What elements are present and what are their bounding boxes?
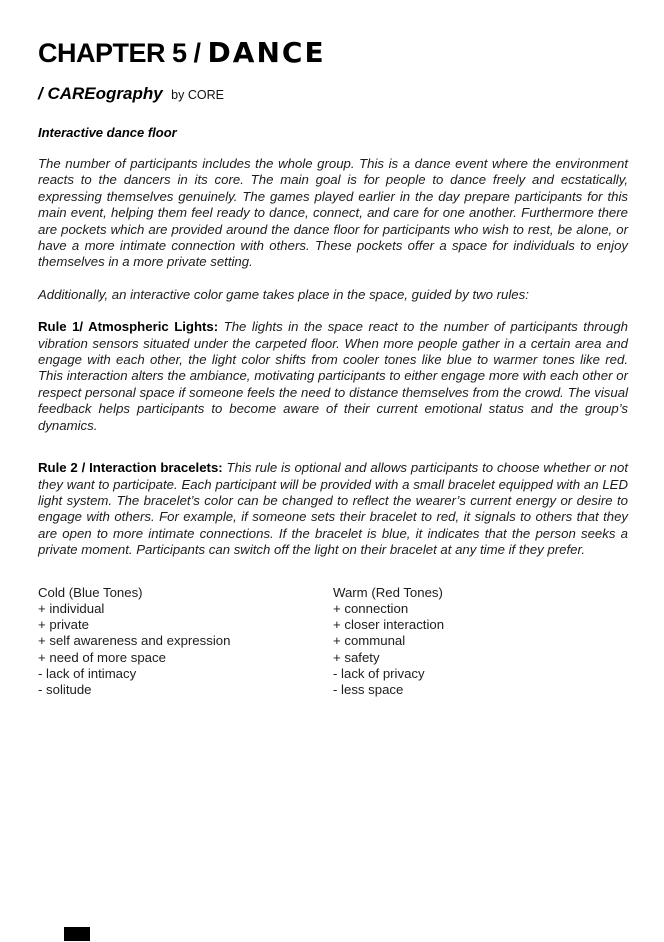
rule-1-paragraph (38, 319, 628, 434)
rule-1-text: The lights in the space react to the number of participants through vibration sensors situated under the carpeted floor. When more people gather in a certain area and engage with each other, the light color shifts from cooler tones like blue to warmer tones like red. This interaction alters the ambiance, motivating participants to either engage more with each other or respect personal space if someone feels the need to distance themselves from the crowd. The visual feedback helps participants to become aware of their current emotional status and the group’s dynamics. (38, 319, 629, 433)
cold-column-heading: Cold (Blue Tones) (38, 584, 143, 600)
warm-tones-column (333, 585, 628, 699)
subtitle-title: / CAREography (38, 84, 163, 103)
list-item: + private (38, 617, 89, 633)
page-footer-marker (64, 927, 90, 941)
list-item: - less space (333, 682, 404, 698)
rule-2-paragraph (38, 460, 628, 558)
rule-2-label: Rule 2 / Interaction bracelets: (38, 460, 223, 476)
color-game-paragraph: Additionally, an interactive color game takes place in the space, guided by two rules: (38, 286, 529, 302)
warm-column-heading: Warm (Red Tones) (333, 584, 443, 600)
cold-tones-column (38, 585, 333, 699)
chapter-title-word: DANCE (207, 36, 326, 69)
section-heading: Interactive dance floor (38, 125, 177, 140)
list-item: + need of more space (38, 649, 166, 665)
rule-1-label: Rule 1/ Atmospheric Lights: (38, 319, 219, 335)
list-item: - lack of intimacy (38, 666, 137, 682)
rule-2-text: This rule is optional and allows participants to choose whether or not they want to participate. Each participant will be provided with a small bracelet equipped with an LED light system. The bracelet’s color can be changed to reflect the wearer’s current energy or desire to engage with others. For example, if someone sets their bracelet to red, it signals to others that they are open to more intimate connections. If the bracelet is blue, it indicates that the person seeks a private moment. Participants can switch off the light on their bracelet at any time if they prefer. (38, 460, 628, 558)
list-item: + communal (333, 633, 406, 649)
subtitle (38, 84, 628, 104)
list-item: + safety (333, 649, 380, 665)
chapter-title-prefix: CHAPTER 5 / (38, 38, 201, 68)
chapter-title (38, 36, 628, 69)
list-item: - lack of privacy (333, 666, 425, 682)
tone-columns (38, 585, 628, 699)
list-item: + individual (38, 600, 105, 616)
intro-paragraph: The number of participants includes the whole group. This is a dance event where the environment reacts to the dancers in its core. The main goal is for people to dance freely and ecstatically, expressing themselves genuinely. The games played earlier in the day prepare participants for this main event, helping them feel ready to dance, connect, and care for one another. Furthermore there are pockets which are provided around the dance floor for participants who wish to rest, be alone, or have a more intimate connection with others. These pockets offer a space for individuals to enjoy themselves in a more private setting. (38, 156, 628, 270)
list-item: - solitude (38, 682, 92, 698)
subtitle-byline: by CORE (171, 88, 224, 102)
list-item: + closer interaction (333, 617, 445, 633)
list-item: + self awareness and expression (38, 633, 231, 649)
list-item: + connection (333, 600, 409, 616)
